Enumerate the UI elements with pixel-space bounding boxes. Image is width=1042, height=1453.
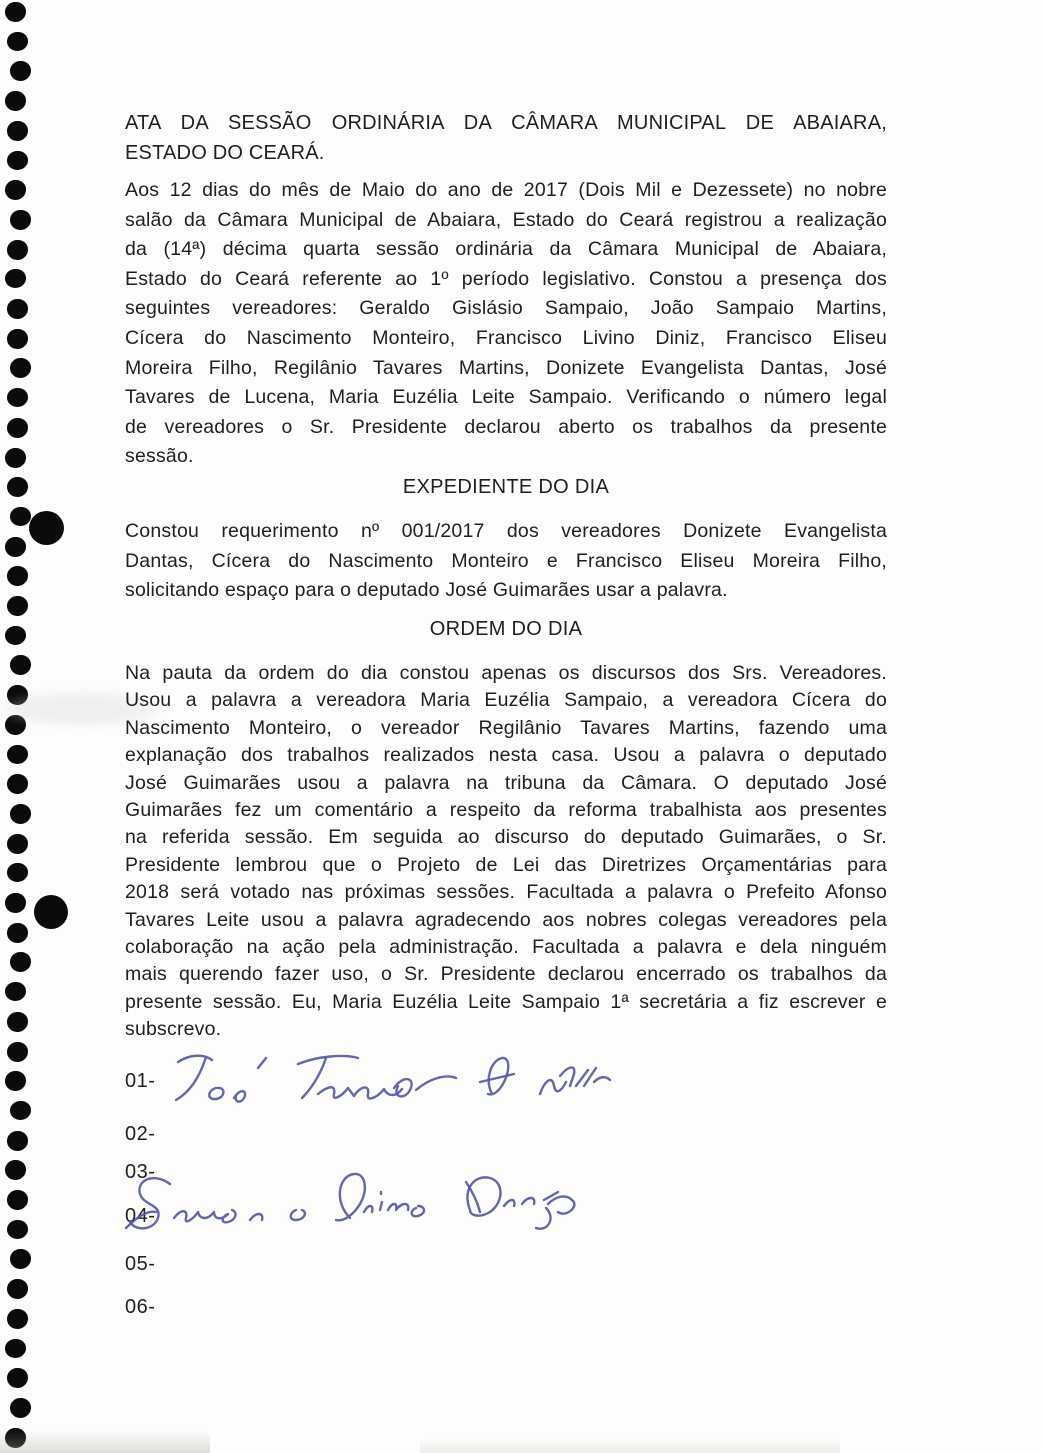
binding-hole: [7, 1309, 28, 1329]
binding-hole: [7, 1131, 28, 1151]
binding-hole: [10, 507, 31, 526]
binding-hole: [10, 61, 31, 81]
binding-hole: [7, 596, 28, 616]
binding-hole: [7, 1368, 28, 1388]
binding-hole: [5, 269, 26, 288]
binding-hole: [7, 745, 28, 764]
binding-hole: [5, 537, 26, 557]
binding-hole: [7, 566, 28, 586]
ink-blot-large-bottom: [34, 895, 68, 929]
binding-hole: [10, 210, 31, 230]
text-line: subscrevo.: [125, 1018, 222, 1041]
text-line: José Guimarães usou a palavra na tribuna da Câmara. O deputado José: [125, 771, 887, 794]
binding-hole: [7, 1042, 28, 1062]
signature-line-number-04: 04-: [125, 1205, 156, 1227]
signature-line-number-01: 01-: [125, 1070, 156, 1092]
text-line: presente sessão. Eu, Maria Euzélia Leite Sampaio 1ª secretária a fiz escrever e: [125, 990, 887, 1013]
text-line: Guimarães fez um comentário a respeito da reforma trabalhista aos presentes: [125, 799, 887, 822]
text-line: explanação dos trabalhos realizados nesta casa. Usou a palavra o deputado: [125, 744, 887, 767]
ink-blot-large-top: [29, 511, 64, 545]
binding-hole: [10, 804, 31, 824]
binding-hole: [5, 2, 26, 22]
handwritten-signature-04: [118, 1166, 588, 1244]
binding-hole: [10, 1101, 31, 1120]
text-line: 2018 será votado nas próximas sessões. Facultada a palavra o Prefeito Afonso: [125, 881, 887, 904]
text-line: salão da Câmara Municipal de Abaiara, Estado do Ceará registrou a realização: [125, 208, 887, 231]
section-heading-expediente: EXPEDIENTE DO DIA: [402, 476, 610, 498]
text-line: na referida sessão. Em seguida ao discurso do deputado Guimarães, o Sr.: [125, 826, 887, 849]
binding-hole: [7, 1220, 28, 1239]
text-line: Nascimento Monteiro, o vereador Regilânio Tavares Martins, fazendo uma: [125, 716, 887, 739]
signature-line-number-05: 05-: [125, 1253, 156, 1275]
binding-hole: [7, 863, 28, 882]
text-line: de vereadores o Sr. Presidente declarou aberto os trabalhos da presente: [125, 415, 887, 438]
text-line: solicitando espaço para o deputado José Guimarães usar a palavra.: [125, 579, 728, 601]
scan-edge-shadow: [420, 1438, 840, 1453]
binding-hole: [7, 477, 28, 497]
signature-line-number-02: 02-: [125, 1123, 156, 1145]
handwritten-signature-01: [158, 1048, 618, 1108]
binding-hole: [7, 418, 28, 438]
text-line: Usou a palavra a vereadora Maria Euzélia Sampaio, a vereadora Cícera do: [125, 689, 887, 712]
binding-hole: [7, 121, 28, 141]
text-line: Aos 12 dias do mês de Maio do ano de 2017 (Dois Mil e Dezessete) no nobre: [125, 179, 887, 201]
binding-hole: [7, 32, 28, 51]
binding-hole: [7, 774, 28, 794]
binding-hole: [5, 448, 26, 468]
binding-hole: [10, 1398, 31, 1418]
text-line: Tavares de Lucena, Maria Euzélia Leite Sampaio. Verificando o número legal: [125, 386, 887, 409]
signature-line-number-03: 03-: [125, 1161, 156, 1183]
expediente-paragraph: [125, 517, 887, 606]
text-line: ATA DA SESSÃO ORDINÁRIA DA CÂMARA MUNICIPAL DE ABAIARA,: [125, 112, 887, 134]
binding-hole: [5, 1071, 26, 1091]
binding-hole: [5, 893, 26, 913]
signature-line-number-06: 06-: [125, 1296, 156, 1318]
text-line: Presidente lembrou que o Projeto de Lei das Diretrizes Orçamentárias para: [125, 853, 887, 876]
binding-hole: [10, 1249, 31, 1269]
text-line: Na pauta da ordem do dia constou apenas os discursos dos Srs. Vereadores.: [125, 662, 887, 684]
text-line: Tavares Leite usou a palavra agradecendo aos nobres colegas vereadores pela: [125, 908, 887, 931]
scan-edge-shadow: [0, 1430, 210, 1453]
binding-hole: [7, 923, 28, 943]
binding-hole: [7, 1190, 28, 1210]
binding-hole: [10, 358, 31, 378]
section-heading-ordem: ORDEM DO DIA: [429, 618, 583, 640]
binding-hole: [7, 299, 28, 319]
text-line: seguintes vereadores: Geraldo Gislásio Sampaio, João Sampaio Martins,: [125, 297, 887, 320]
binding-hole: [7, 1012, 28, 1032]
binding-holes: [0, 0, 70, 1453]
binding-hole: [10, 655, 31, 675]
binding-hole: [5, 1339, 26, 1358]
text-line: Dantas, Cícera do Nascimento Monteiro e Francisco Eliseu Moreira Filho,: [125, 549, 887, 572]
ordem-paragraph: [125, 660, 887, 1044]
binding-hole: [5, 626, 26, 645]
document-title: [125, 108, 887, 168]
opening-paragraph: [125, 176, 887, 472]
text-line: sessão.: [125, 445, 194, 468]
text-line: Moreira Filho, Regilânio Tavares Martins, Donizete Evangelista Dantas, José: [125, 356, 887, 379]
binding-hole: [5, 982, 26, 1001]
binding-hole: [5, 180, 26, 200]
binding-hole: [7, 388, 28, 407]
binding-hole: [7, 151, 28, 170]
binding-hole: [7, 329, 28, 349]
binding-hole: [7, 834, 28, 854]
binding-hole: [5, 91, 26, 111]
text-line: colaboração na ação pela administração. Facultada a palavra e dela ninguém: [125, 936, 887, 959]
binding-hole: [5, 1160, 26, 1180]
binding-hole: [7, 1279, 28, 1299]
text-line: Constou requerimento nº 001/2017 dos vereadores Donizete Evangelista: [125, 520, 887, 542]
text-line: da (14ª) décima quarta sessão ordinária da Câmara Municipal de Abaiara,: [125, 238, 887, 261]
text-line: Cícera do Nascimento Monteiro, Francisco Livino Diniz, Francisco Eliseu: [125, 326, 887, 349]
binding-hole: [10, 952, 31, 972]
text-line: mais querendo fazer uso, o Sr. Presidente declarou encerrado os trabalhos da: [125, 963, 887, 986]
text-line: Estado do Ceará referente ao 1º período legislativo. Constou a presença dos: [125, 267, 887, 290]
binding-hole: [7, 240, 28, 260]
text-line: ESTADO DO CEARÁ.: [125, 142, 325, 164]
